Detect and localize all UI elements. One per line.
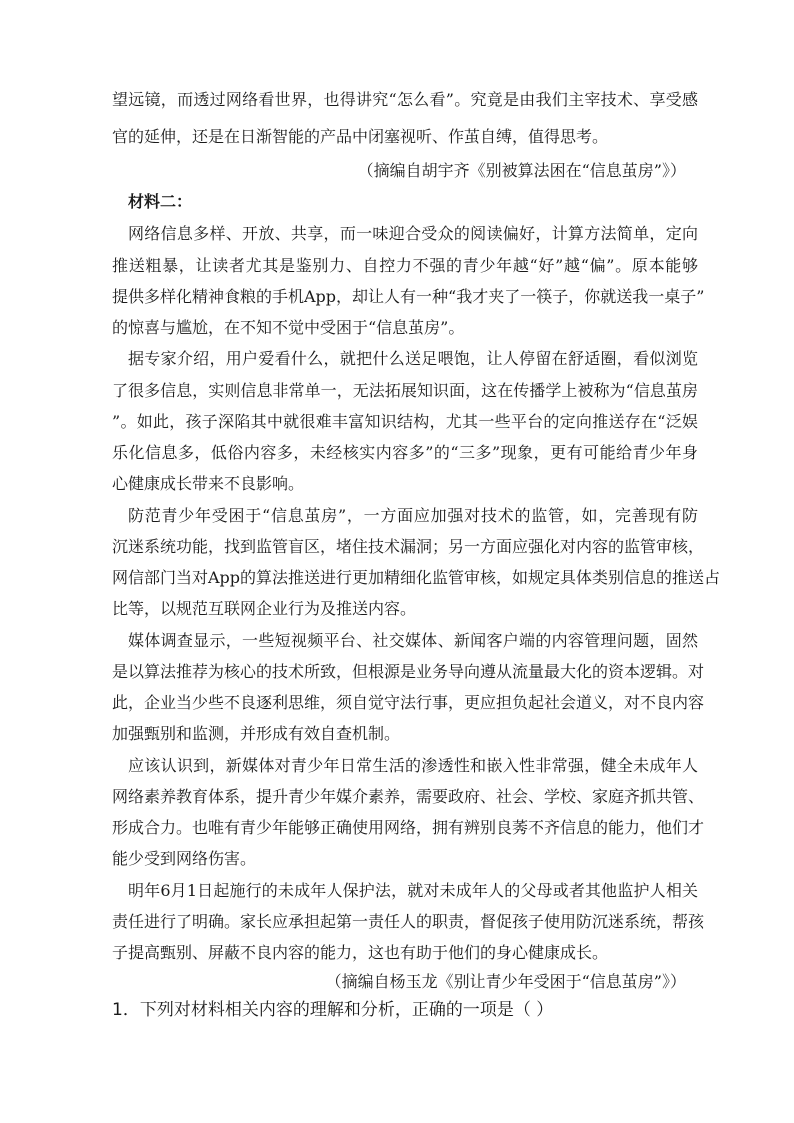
paragraph-line: 应该认识到，新媒体对青少年日常生活的渗透性和嵌入性非常强，健全未成年人 <box>128 756 698 775</box>
paragraph-line: 形成合力。也唯有青少年能够正确使用网络，拥有辨别良莠不齐信息的能力，他们才 <box>112 818 705 837</box>
source-citation: （摘编自杨玉龙《别让青少年受困于“信息茧房”》） <box>325 972 686 991</box>
text-line: 官的延伸，还是在日渐智能的产品中闭塞视听、作茧自缚，值得思考。 <box>112 127 609 146</box>
paragraph-line: 网络素养教育体系，提升青少年媒介素养，需要政府、社会、学校、家庭齐抓共管、 <box>112 787 705 806</box>
paragraph-line: ”。如此，孩子深陷其中就很难丰富知识结构，尤其一些平台的定向推送存在“泛娱 <box>112 412 698 431</box>
paragraph-line: 此，企业当少些不良逐利思维，须自觉守法行事，更应担负起社会道义，对不良内容 <box>112 693 705 712</box>
paragraph-line: 提供多样化精神食粮的手机App，却让人有一种“我才夹了一筷子，你就送我一桌子” <box>112 287 705 306</box>
section-heading: 材料二： <box>128 192 193 211</box>
paragraph-line: 网络信息多样、开放、共享，而一味迎合受众的阅读偏好，计算方法简单，定向 <box>128 224 698 243</box>
paragraph-line: 推送粗暴，让读者尤其是鉴别力、自控力不强的青少年越“好”越“偏”。原本能够 <box>112 256 698 275</box>
paragraph-line: 媒体调查显示，一些短视频平台、社交媒体、新闻客户端的内容管理问题，固然 <box>128 631 698 650</box>
paragraph-line: 沉迷系统功能，找到监管盲区，堵住技术漏洞；另一方面应强化对内容的监管审核， <box>112 537 705 556</box>
paragraph-line: 乐化信息多，低俗内容多，未经核实内容多”的“三多”现象，更有可能给青少年身 <box>112 443 698 462</box>
question-stem: 1．下列对材料相关内容的理解和分析，正确的一项是（ ） <box>112 1000 554 1020</box>
paragraph-line: 明年6月1日起施行的未成年人保护法，就对未成年人的父母或者其他监护人相关 <box>128 881 698 900</box>
paragraph-line: 子提高甄别、屏蔽不良内容的能力，这也有助于他们的身心健康成长。 <box>112 943 609 962</box>
paragraph-line: 了很多信息，实则信息非常单一，无法拓展知识面，这在传播学上被称为“信息茧房 <box>112 381 698 400</box>
paragraph-line: 比等，以规范互联网企业行为及推送内容。 <box>112 599 417 618</box>
paragraph-line: 加强甄别和监测，并形成有效自查机制。 <box>112 724 401 743</box>
paragraph-line: 心健康成长带来不良影响。 <box>112 474 305 493</box>
paragraph-line: 网信部门当对App的算法推送进行更加精细化监管审核，如规定具体类别信息的推送占 <box>112 568 721 587</box>
text-line: 望远镜，而透过网络看世界，也得讲究“怎么看”。究竟是由我们主宰技术、享受感 <box>112 90 698 109</box>
paragraph-line: 的惊喜与尴尬，在不知不觉中受困于“信息茧房”。 <box>112 318 465 337</box>
paragraph-line: 能少受到网络伤害。 <box>112 849 257 868</box>
paragraph-line: 是以算法推荐为核心的技术所致，但根源是业务导向遵从流量最大化的资本逻辑。对 <box>112 662 705 681</box>
source-citation: （摘编自胡宇齐《别被算法困在“信息茧房”》） <box>357 161 686 180</box>
paragraph-line: 防范青少年受困于“信息茧房”，一方面应加强对技术的监管，如，完善现有防 <box>128 506 698 525</box>
paragraph-line: 据专家介绍，用户爱看什么，就把什么送足喂饱，让人停留在舒适圈，看似浏览 <box>128 349 698 368</box>
paragraph-line: 责任进行了明确。家长应承担起第一责任人的职责，督促孩子使用防沉迷系统，帮孩 <box>112 912 705 931</box>
